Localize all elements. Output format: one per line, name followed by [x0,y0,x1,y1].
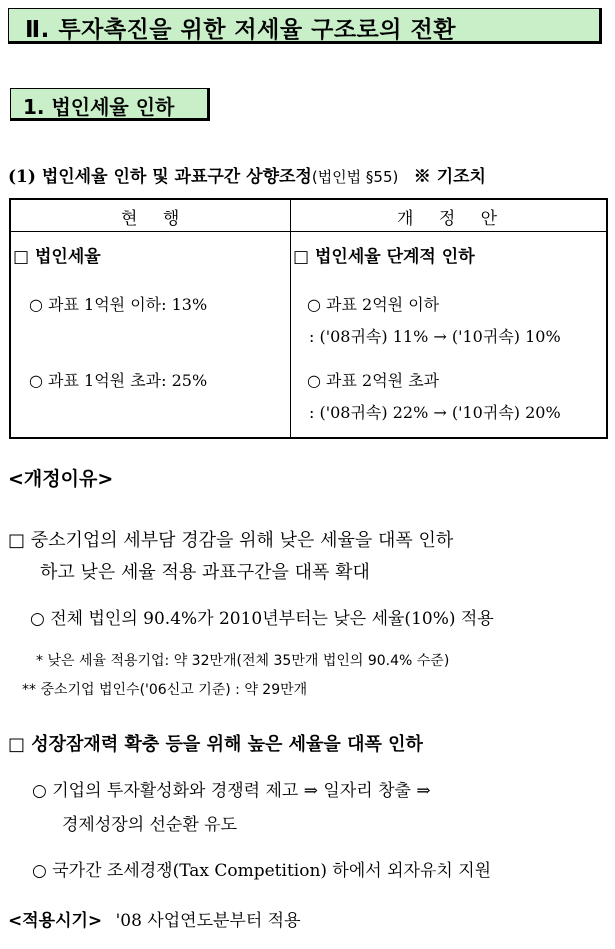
subsection-title: 1. 법인세율 인하 [23,95,175,119]
table-header-revised: 개 정 안 [397,209,508,229]
subsection-header [10,88,210,121]
table-header-current: 현 행 [121,209,190,229]
section-title: Ⅱ. 투자촉진을 위한 저세율 구조로의 전환 [25,17,456,43]
effective-text: '08 사업연도분부터 적용 [115,911,301,931]
revised-row-1-line-2: : ('08귀속) 11% → ('10귀속) 10% [309,327,561,346]
item-heading-main: (1) 법인세율 인하 및 과표구간 상향조정 [8,167,312,187]
revised-row-1-line-1: ○ 과표 2억원 이하 [307,295,440,314]
comparison-table [9,198,608,439]
revised-row-2-line-2: : ('08귀속) 22% → ('10귀속) 20% [309,403,561,422]
table-column-divider [290,200,291,437]
revised-row-2-line-1: ○ 과표 2억원 초과 [307,371,440,390]
current-row-2: ○ 과표 1억원 초과: 25% [29,371,208,390]
current-row-1: ○ 과표 1억원 이하: 13% [29,295,208,314]
item-heading [8,162,486,187]
reason-1-note-2: ** 중소기업 법인수('06신고 기준) : 약 29만개 [22,682,308,698]
effective-label: <적용시기> [8,911,103,931]
reason-title: <개정이유> [8,468,114,490]
effective-date-line [8,906,301,931]
reason-1-sub: ○ 전체 법인의 90.4%가 2010년부터는 낮은 세율(10%) 적용 [30,609,494,629]
reason-2-line-1: □ 성장잠재력 확충 등을 위해 높은 세율을 대폭 인하 [8,734,423,755]
item-heading-tag: ※ 기조치 [413,167,486,187]
reason-1-line-1: □ 중소기업의 세부담 경감을 위해 낮은 세율을 대폭 인하 [8,530,454,551]
reason-2-sub-1-line-1: ○ 기업의 투자활성화와 경쟁력 제고 ⇒ 일자리 창출 ⇒ [32,781,431,801]
item-heading-law: (법인법 §55) [311,168,399,186]
table-header-divider [11,231,606,232]
revised-heading: □ 법인세율 단계적 인하 [293,247,475,267]
current-heading: □ 법인세율 [13,247,101,267]
reason-2-sub-1-line-2: 경제성장의 선순환 유도 [62,815,238,835]
section-header [8,8,602,44]
reason-1-line-2: 하고 낮은 세율 적용 과표구간을 대폭 확대 [40,562,370,583]
reason-2-sub-2: ○ 국가간 조세경쟁(Tax Competition) 하에서 외자유치 지원 [32,861,492,881]
reason-1-note-1: * 낮은 세율 적용기업: 약 32만개(전체 35만개 법인의 90.4% 수준) [36,653,450,669]
